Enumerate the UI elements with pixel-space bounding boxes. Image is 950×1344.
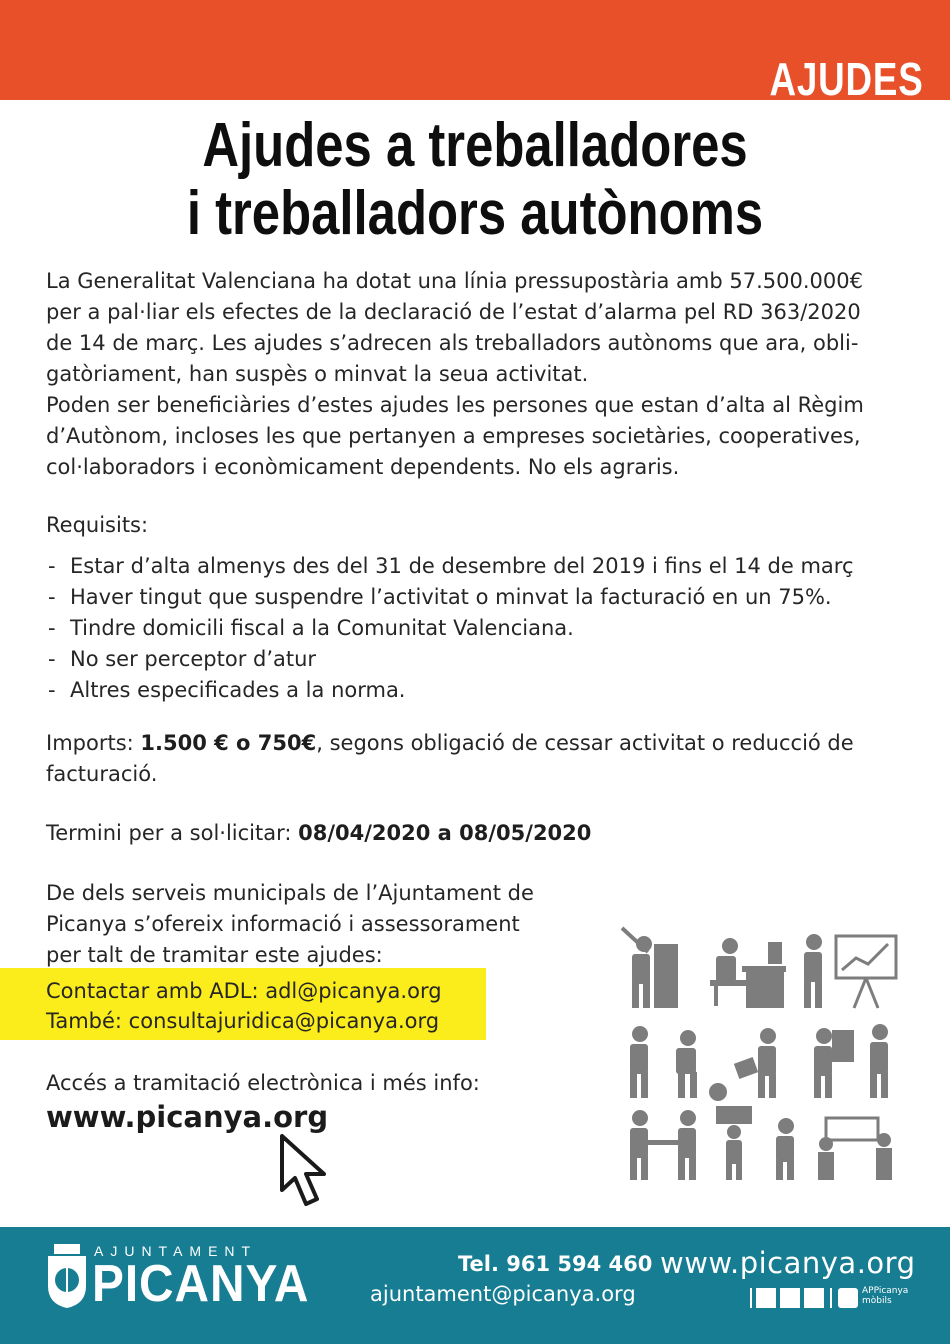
facebook-icon[interactable] [756, 1288, 776, 1308]
deadline-dates: 08/04/2020 a 08/05/2020 [298, 821, 592, 845]
cursor-arrow-icon [278, 1132, 338, 1212]
contact-box [46, 976, 442, 1036]
intro-line: gatòriament, han suspès o minvat la seua activitat. [46, 362, 589, 386]
intro-line: col·laboradors i econòmicament dependents. No els agraris. [46, 455, 680, 479]
instagram-icon[interactable] [804, 1288, 824, 1308]
imports-text: , segons obligació de cessar activitat o reducció de [316, 731, 854, 755]
footer-phone[interactable]: Tel. 961 594 460 [458, 1252, 653, 1276]
footer-ajuntament: AJUNTAMENT [94, 1243, 258, 1259]
requirement-item: - Haver tingut que suspendre l’activitat o minvat la facturació en un 75%. [46, 582, 916, 613]
intro-line: d’Autònom, incloses les que pertanyen a empreses societàries, cooperatives, [46, 424, 861, 448]
imports-text-2: facturació. [46, 762, 158, 786]
info-line: per talt de tramitar este ajudes: [46, 943, 383, 967]
twitter-icon[interactable] [780, 1288, 800, 1308]
requirements-list [46, 551, 916, 706]
title-line-2: i treballadors autònoms [186, 179, 764, 248]
section-tag: AJUDES [769, 53, 924, 105]
requirements-heading: Requisits: [46, 513, 149, 537]
deadline-paragraph [46, 818, 916, 849]
workers-pictograms-icon [618, 922, 908, 1182]
intro-line: per a pal·liar els efectes de la declaració de l’estat d’alarma pel RD 363/2020 [46, 300, 861, 324]
title-line-1: Ajudes a treballadores [202, 111, 748, 180]
requirement-item: - Estar d’alta almenys des del 31 de desembre del 2019 i fins el 14 de març [46, 551, 916, 582]
access-label: Accés a tramitació electrònica i més info: [46, 1071, 480, 1095]
footer-app-label: APPicanya mòbils [862, 1286, 909, 1306]
info-line: Picanya s’ofereix informació i assessorament [46, 912, 520, 936]
intro-paragraph [46, 266, 916, 483]
town-crest-icon [44, 1242, 90, 1310]
imports-label: Imports: [46, 731, 141, 755]
legal-contact-link[interactable]: També: consultajuridica@picanya.org [46, 1009, 440, 1033]
intro-line: Poden ser beneficiàries d’estes ajudes les persones que estan d’alta al Règim [46, 393, 864, 417]
social-icons [744, 1286, 860, 1310]
website-link[interactable]: www.picanya.org [46, 1100, 329, 1134]
app-icon[interactable] [838, 1288, 858, 1308]
deadline-label: Termini per a sol·licitar: [46, 821, 299, 845]
intro-line: La Generalitat Valenciana ha dotat una línia pressupostària amb 57.500.000€ [46, 269, 863, 293]
info-line: De dels serveis municipals de l’Ajuntament de [46, 881, 534, 905]
info-paragraph [46, 878, 606, 971]
requirement-item: - No ser perceptor d’atur [46, 644, 916, 675]
intro-line: de 14 de març. Les ajudes s’adrecen als treballadors autònoms que ara, obli- [46, 331, 859, 355]
footer-town-name: PICANYA [92, 1255, 310, 1313]
adl-contact-link[interactable]: Contactar amb ADL: adl@picanya.org [46, 979, 442, 1003]
footer-website[interactable]: www.picanya.org [660, 1246, 916, 1280]
requirement-item: - Tindre domicili fiscal a la Comunitat Valenciana. [46, 613, 916, 644]
requirement-item: - Altres especificades a la norma. [46, 675, 916, 706]
requirements-section [46, 510, 916, 706]
imports-amount: 1.500 € o 750€ [140, 731, 317, 755]
imports-paragraph [46, 728, 916, 790]
page-title [0, 112, 950, 248]
footer-email[interactable]: ajuntament@picanya.org [370, 1282, 636, 1306]
